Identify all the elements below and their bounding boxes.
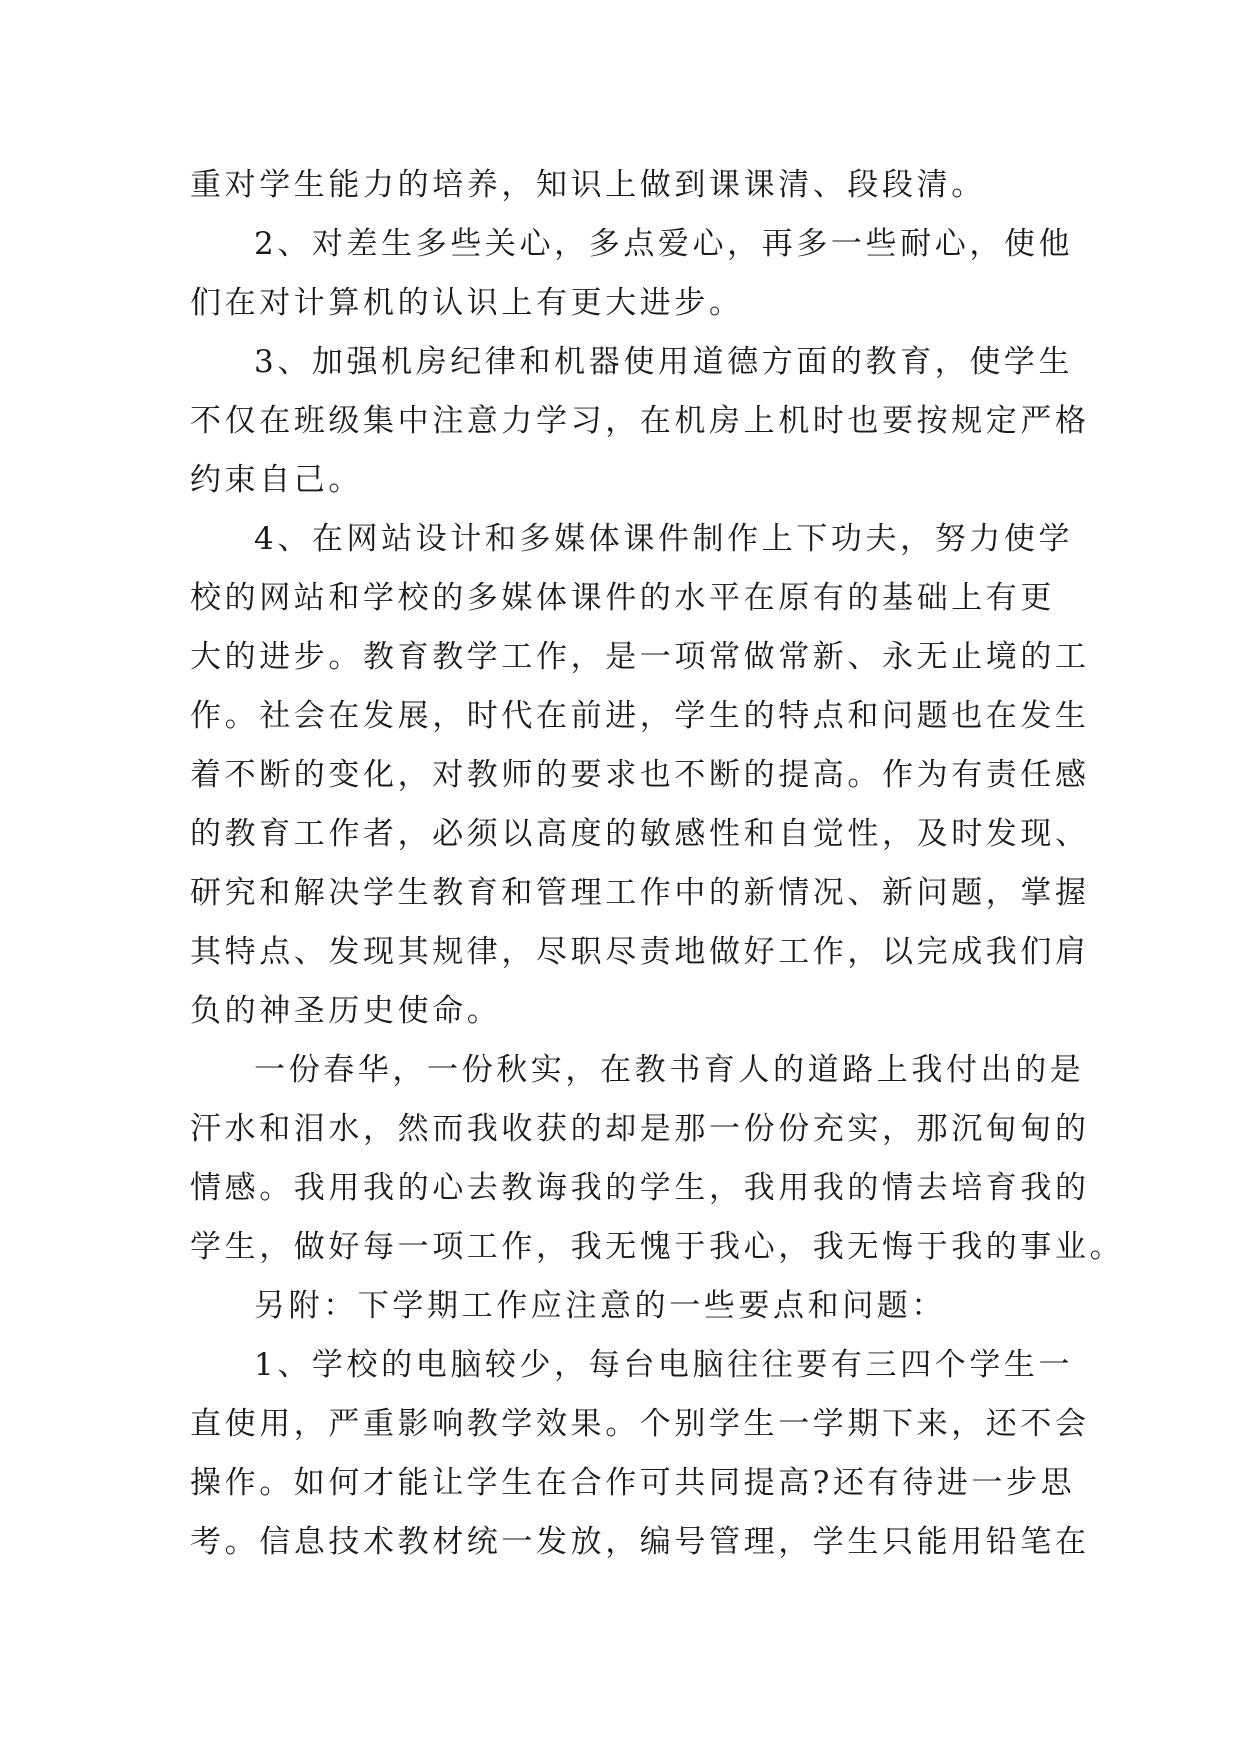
text-line: 操作。如何才能让学生在合作可共同提高?还有待进一步思 [190,1465,1076,1501]
text-line: 另附：下学期工作应注意的一些要点和问题： [254,1288,946,1324]
text-line: 约束自己。 [190,462,363,498]
text-line: 学生，做好每一项工作，我无愧于我心，我无悔于我的事业。 [190,1229,1125,1265]
text-line: 不仅在班级集中注意力学习，在机房上机时也要按规定严格 [190,403,1090,439]
text-line: 一份春华，一份秋实，在教书育人的道路上我付出的是 [254,1052,1085,1088]
text-line: 其特点、发现其规律，尽职尽责地做好工作，以完成我们肩 [190,934,1090,970]
text-line: 研究和解决学生教育和管理工作中的新情况、新问题，掌握 [190,875,1090,911]
text-line: 着不断的变化，对教师的要求也不断的提高。作为有责任感 [190,757,1090,793]
text-line: 3、加强机房纪律和机器使用道德方面的教育，使学生 [254,344,1074,380]
text-line: 直使用，严重影响教学效果。个别学生一学期下来，还不会 [190,1406,1090,1442]
text-line: 重对学生能力的培养，知识上做到课课清、段段清。 [190,167,986,203]
text-line: 负的神圣历史使命。 [190,993,502,1029]
text-line: 4、在网站设计和多媒体课件制作上下功夫，努力使学 [254,521,1074,557]
text-line: 大的进步。教育教学工作，是一项常做常新、永无止境的工 [190,639,1090,675]
text-line: 考。信息技术教材统一发放，编号管理，学生只能用铅笔在 [190,1524,1090,1560]
text-line: 们在对计算机的认识上有更大进步。 [190,285,744,321]
text-line: 的教育工作者，必须以高度的敏感性和自觉性，及时发现、 [190,816,1090,852]
text-line: 情感。我用我的心去教诲我的学生，我用我的情去培育我的 [190,1170,1090,1206]
text-line: 汗水和泪水，然而我收获的却是那一份份充实，那沉甸甸的 [190,1111,1090,1147]
text-line: 1、学校的电脑较少，每台电脑往往要有三四个学生一 [254,1347,1074,1383]
text-line: 2、对差生多些关心，多点爱心，再多一些耐心，使他 [254,226,1074,262]
text-line: 校的网站和学校的多媒体课件的水平在原有的基础上有更 [190,580,1055,616]
body-text [190,156,1125,1572]
text-line: 作。社会在发展，时代在前进，学生的特点和问题也在发生 [190,698,1090,734]
